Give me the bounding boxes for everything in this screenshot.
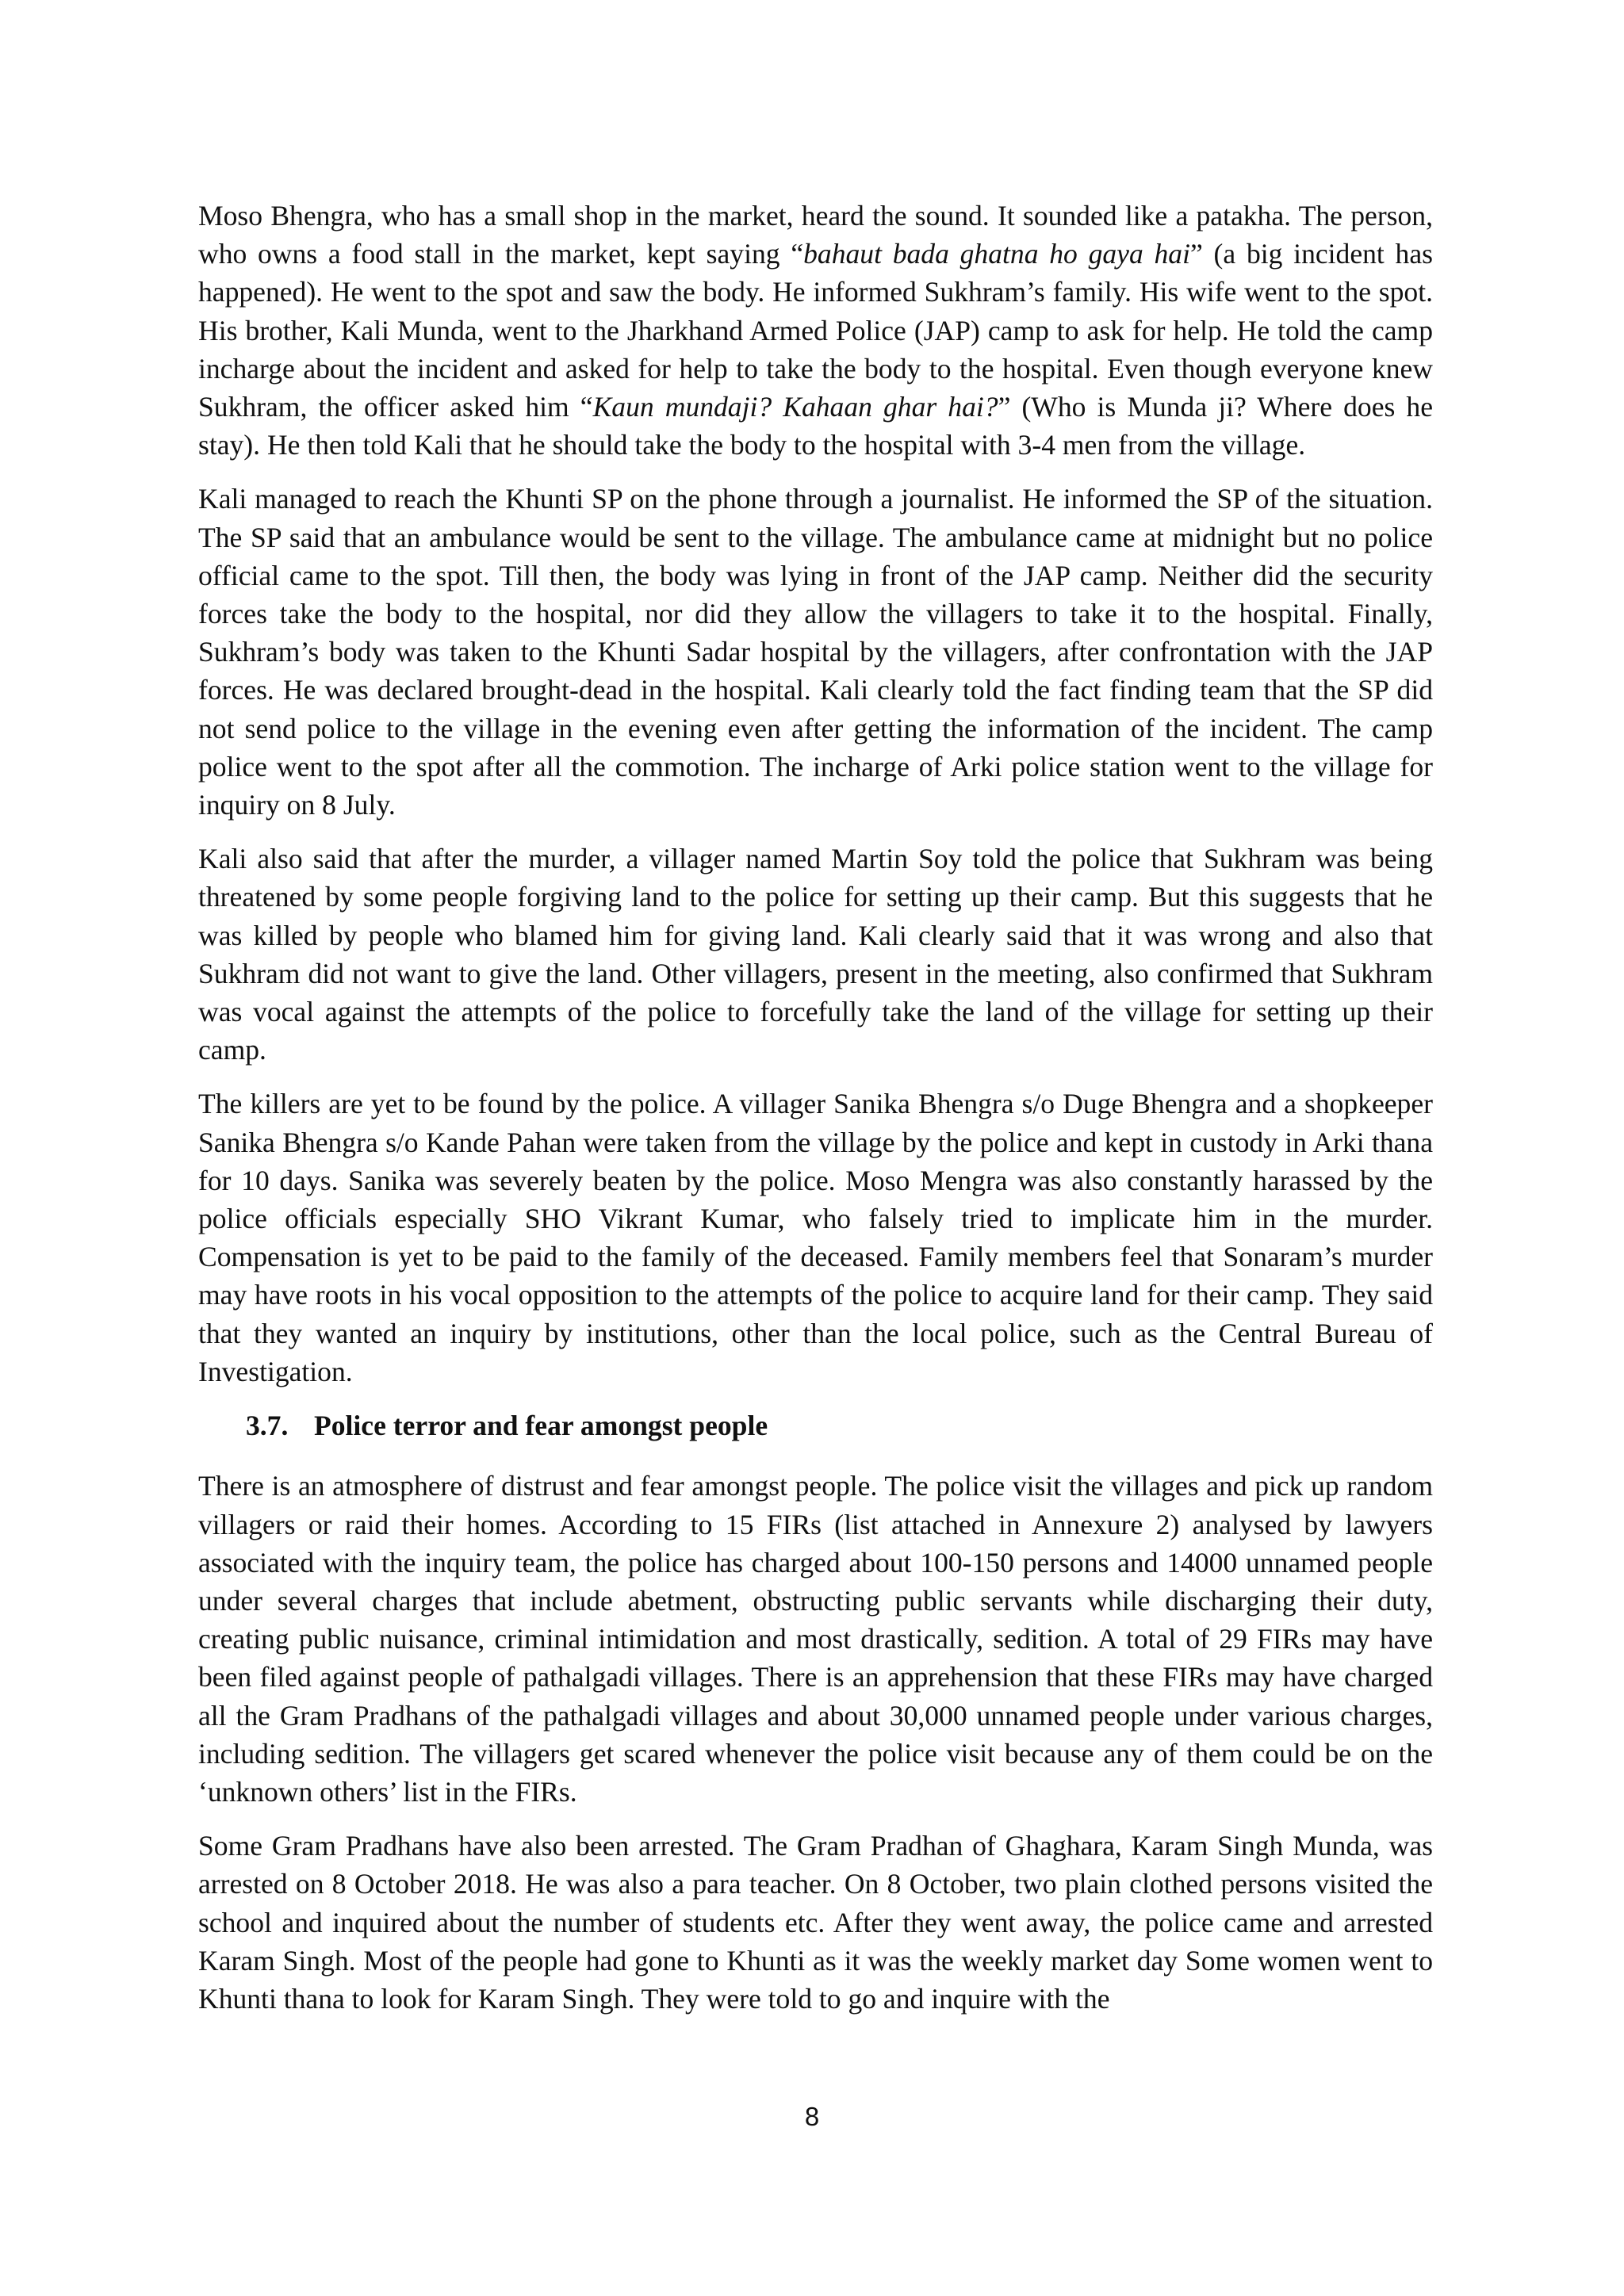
paragraph-text: Some Gram Pradhans have also been arrested. The Gram Pradhan of Ghaghara, Karam Singh Munda, was arrested on 8 October 2018. He was also a para teacher. On 8 October, two plain clothed persons visited the school and inquired about the number of students etc. After they went away, the police came and arrested Karam Singh. Most of the people had gone to Khunti as it was the weekly market day Some women went to Khunti thana to look for Karam Singh. They were told to go and inquire with the [198,1830,1433,2015]
paragraph-text: There is an atmosphere of distrust and fear amongst people. The police visit the villages and pick up random villagers or raid their homes. According to 15 FIRs (list attached in Annexure 2) analysed by lawyers associated with the inquiry team, the police has charged about 100-150 persons and 14000 unnamed people under several charges that include abetment, obstructing public servants while discharging their duty, creating public nuisance, criminal intimidation and most drastically, sedition. A total of 29 FIRs may have been filed against people of pathalgadi villages. There is an apprehension that these FIRs may have charged all the Gram Pradhans of the pathalgadi villages and about 30,000 unnamed people under various charges, including sedition. The villagers get scared whenever the police visit because any of them could be on the ‘unknown others’ list in the FIRs. [198,1470,1433,1808]
paragraph [198,1467,1433,1811]
italic-quote: Kaun mundaji? Kahaan ghar hai? [592,391,998,423]
paragraph-text: The killers are yet to be found by the police. A villager Sanika Bhengra s/o Duge Bhengra and a shopkeeper Sanika Bhengra s/o Kande Pahan were taken from the village by the police and kept in custody in Arki thana for 10 days. Sanika was severely beaten by the police. Moso Mengra was also constantly harassed by the police officials especially SHO Vikrant Kumar, who falsely tried to implicate him in the murder. Compensation is yet to be paid to the family of the deceased. Family members feel that Sonaram’s murder may have roots in his vocal opposition to the attempts of the police to acquire land for their camp. They said that they wanted an inquiry by institutions, other than the local police, such as the Central Bureau of Investigation. [198,1088,1433,1387]
page-number: 8 [804,2102,820,2131]
body-text-section [198,1467,1433,2018]
paragraph-text: ” (Who is Munda ji? Where does he stay). He then told Kali that he should take the body to the hospital with 3-4 men from the village. [198,391,1433,461]
paragraph [198,197,1433,464]
section-number: 3.7. [246,1410,289,1442]
paragraph [198,1827,1433,2018]
paragraph [198,480,1433,824]
paragraph-text: Kali also said that after the murder, a villager named Martin Soy told the police that Sukhram was being threatened by some people forgiving land to the police for setting up their camp. But this suggests that he was killed by people who blamed him for giving land. Kali clearly said that it was wrong and also that Sukhram did not want to give the land. Other villagers, present in the meeting, also confirmed that Sukhram was vocal against the attempts of the police to forcefully take the land of the village for setting up their camp. [198,843,1433,1066]
body-text-before-section [198,197,1433,1391]
document-page [198,197,1433,2034]
paragraph [198,840,1433,1069]
italic-quote: bahaut bada ghatna ho gaya hai [803,238,1190,270]
paragraph-text: Moso Bhengra, who has a small shop in the market, heard the sound. It sounded like a patakha. The person, who owns a food stall in the market, kept saying “ [198,200,1433,270]
section-heading [246,1406,1433,1445]
section-title: Police terror and fear amongst people [314,1410,768,1442]
paragraph-text: ” (a big incident has happened). He went to the spot and saw the body. He informed Sukhram’s family. His wife went to the spot. His brother, Kali Munda, went to the Jharkhand Armed Police (JAP) camp to ask for help. He told the camp incharge about the incident and asked for help to take the body to the hospital. Even though everyone knew Sukhram, the officer asked him “ [198,238,1433,423]
paragraph-text: Kali managed to reach the Khunti SP on the phone through a journalist. He informed the SP of the situation. The SP said that an ambulance would be sent to the village. The ambulance came at midnight but no police official came to the spot. Till then, the body was lying in front of the JAP camp. Neither did the security forces take the body to the hospital, nor did they allow the villagers to take it to the hospital. Finally, Sukhram’s body was taken to the Khunti Sadar hospital by the villagers, after confrontation with the JAP forces. He was declared brought-dead in the hospital. Kali clearly told the fact finding team that the SP did not send police to the village in the evening even after getting the information of the incident. The camp police went to the spot after all the commotion. The incharge of Arki police station went to the village for inquiry on 8 July. [198,483,1433,821]
paragraph [198,1085,1433,1391]
